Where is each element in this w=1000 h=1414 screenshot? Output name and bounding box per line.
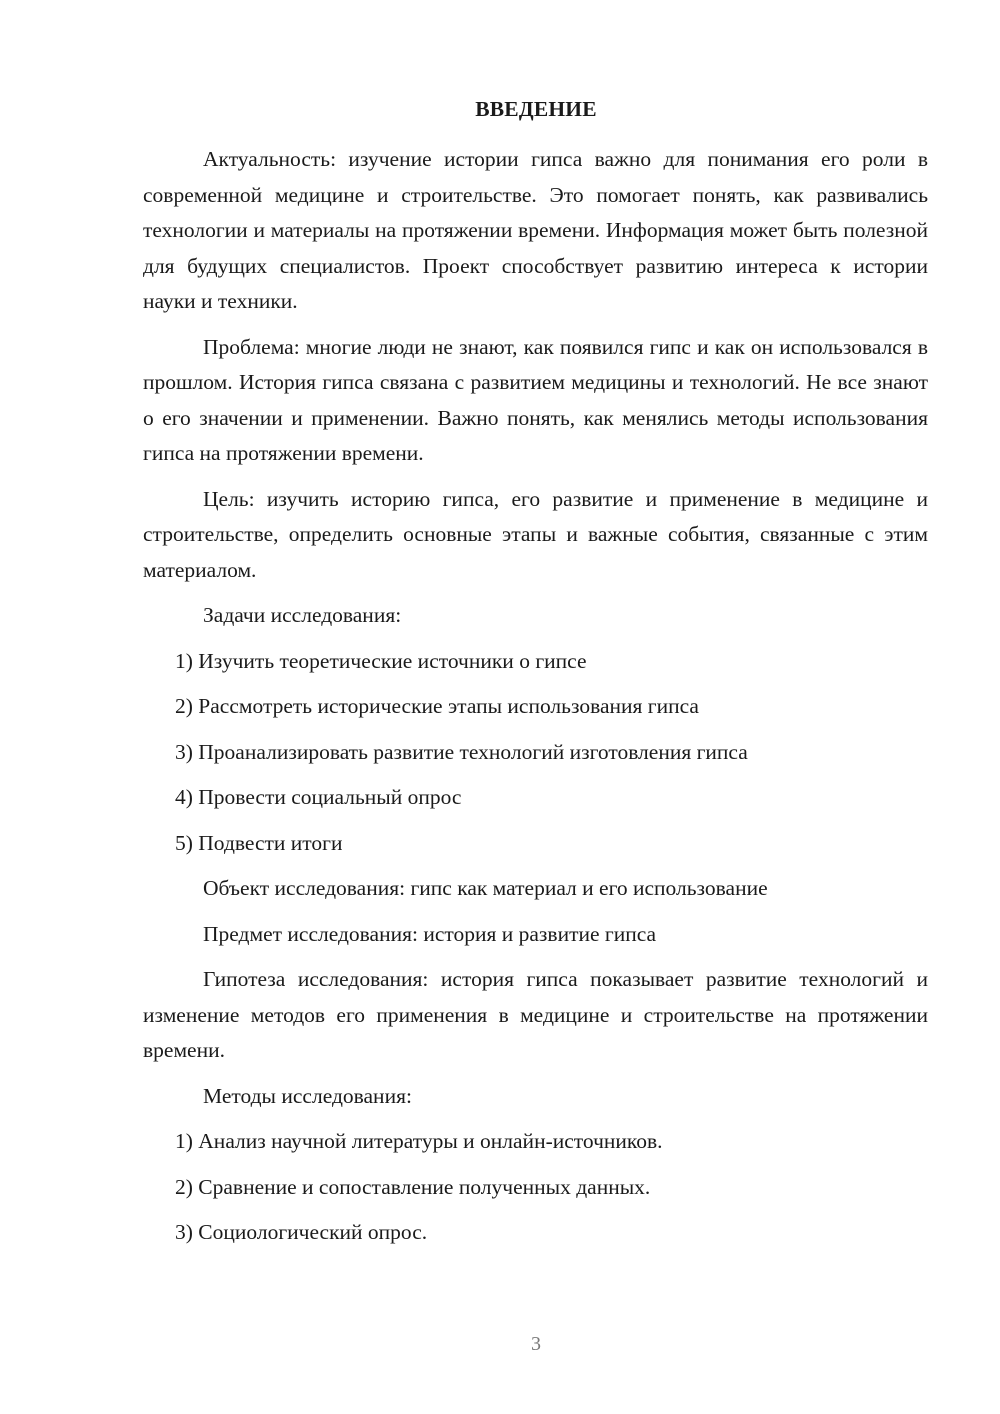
relevance-paragraph: Актуальность: изучение истории гипса важно для понимания его роли в современной медицине и строительстве. Это помогает понять, как развивались технологии и материалы на протяжении времени. Информация может быть полезной для будущих специалистов. Проект способствует развитию интереса к истории науки и техники. (143, 147, 928, 313)
page-title: ВВЕДЕНИЕ (475, 97, 597, 121)
method-item: 2) Сравнение и сопоставление полученных данных. (175, 1174, 651, 1199)
hypothesis-paragraph: Гипотеза исследования: история гипса показывает развитие технологий и изменение методов его применения в медицине и строительстве на протяжении времени. (143, 967, 928, 1062)
methods-heading: Методы исследования: (203, 1083, 412, 1108)
task-item: 4) Провести социальный опрос (175, 785, 462, 809)
method-item: 1) Анализ научной литературы и онлайн-источников. (175, 1129, 663, 1153)
task-item: 5) Подвести итоги (175, 830, 343, 855)
task-item: 3) Проанализировать развитие технологий изготовления гипса (175, 739, 748, 764)
research-object: Объект исследования: гипс как материал и его использование (203, 876, 768, 900)
page-number: 3 (531, 1333, 541, 1355)
problem-paragraph: Проблема: многие люди не знают, как появился гипс и как он использовался в прошлом. История гипса связана с развитием медицины и технологий. Не все знают о его значении и применении. Важно понять, как менялись методы использования гипса на протяжении времени. (143, 334, 928, 465)
research-subject: Предмет исследования: история и развитие гипса (203, 921, 657, 946)
goal-paragraph: Цель: изучить историю гипса, его развитие и применение в медицине и строительстве, определить основные этапы и важные события, связанные с этим материалом. (143, 486, 928, 582)
method-item: 3) Социологический опрос. (175, 1220, 428, 1244)
task-item: 1) Изучить теоретические источники о гипсе (175, 648, 587, 673)
document-body (143, 142, 928, 1261)
tasks-heading: Задачи исследования: (203, 603, 402, 627)
task-item: 2) Рассмотреть исторические этапы использования гипса (175, 694, 699, 718)
